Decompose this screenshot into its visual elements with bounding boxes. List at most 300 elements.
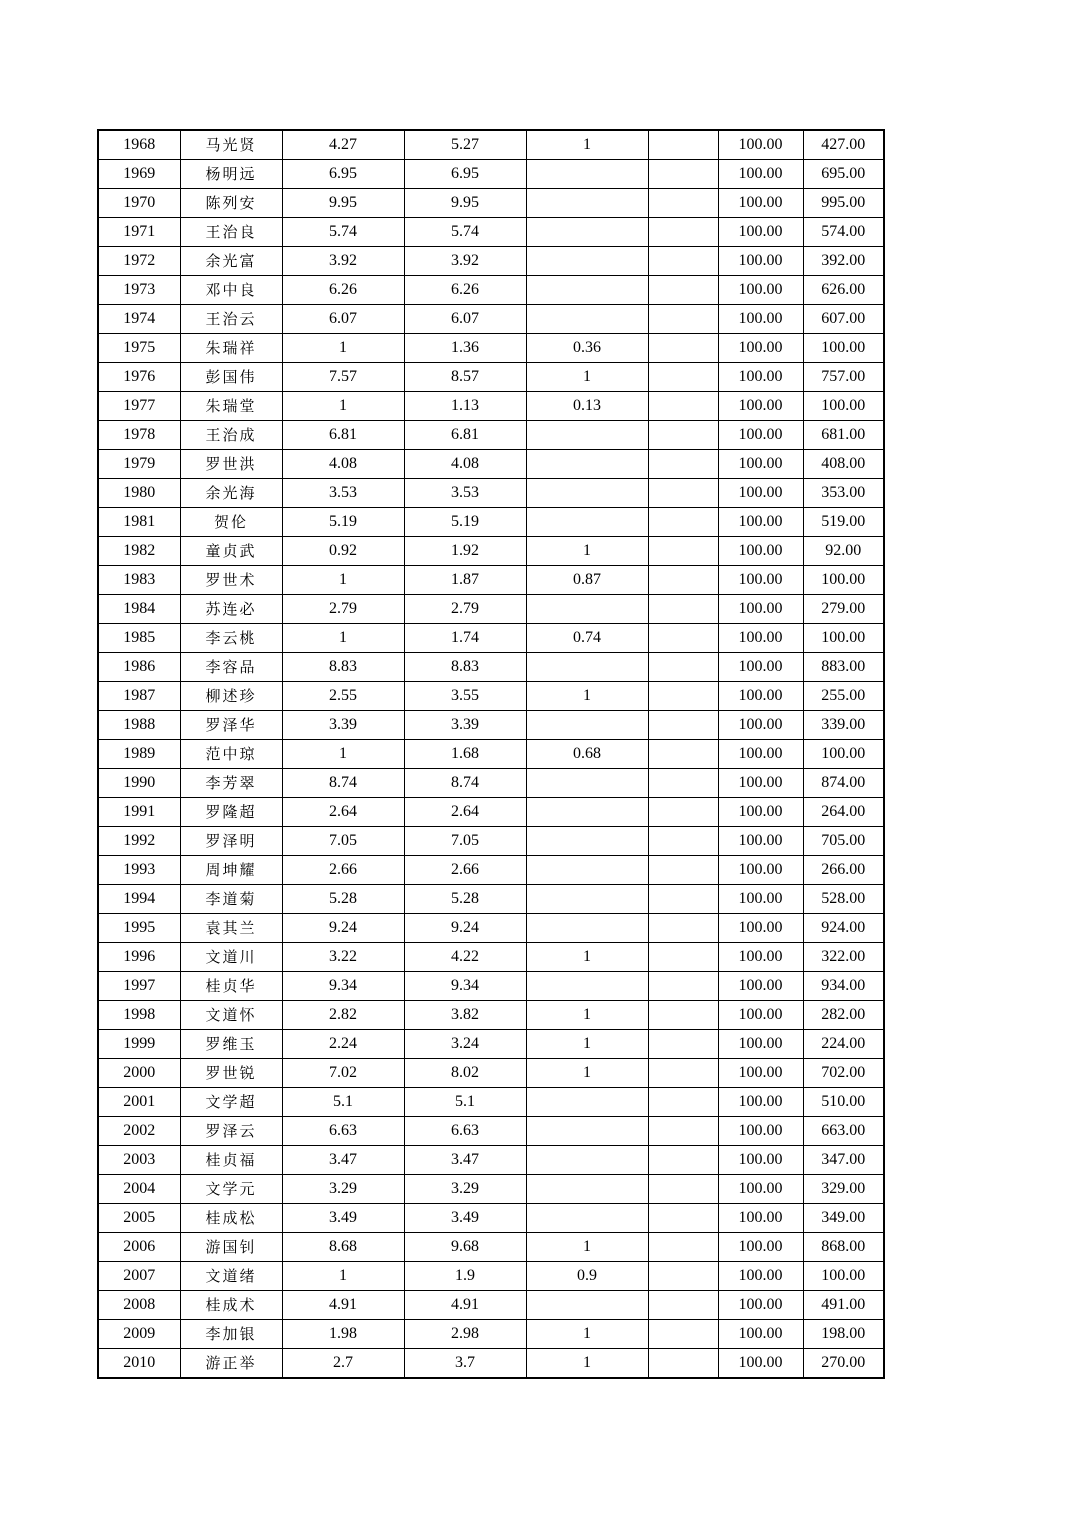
value-cell: 2.66 (282, 856, 404, 885)
id-cell: 1990 (98, 769, 180, 798)
value-cell: 1.98 (282, 1320, 404, 1349)
total-cell: 8.02 (404, 1059, 526, 1088)
total-cell: 2.98 (404, 1320, 526, 1349)
blank-cell (648, 1204, 718, 1233)
name-cell: 桂成松 (180, 1204, 282, 1233)
table-row (98, 1059, 884, 1088)
name-cell: 文学超 (180, 1088, 282, 1117)
blank-cell (648, 450, 718, 479)
id-cell: 1984 (98, 595, 180, 624)
amount-cell: 270.00 (803, 1349, 884, 1379)
amount-cell: 339.00 (803, 711, 884, 740)
table-row (98, 1291, 884, 1320)
diff-cell: 0.87 (526, 566, 648, 595)
id-cell: 1996 (98, 943, 180, 972)
blank-cell (648, 276, 718, 305)
rate-cell: 100.00 (718, 885, 803, 914)
total-cell: 2.66 (404, 856, 526, 885)
blank-cell (648, 334, 718, 363)
diff-cell (526, 1291, 648, 1320)
amount-cell: 255.00 (803, 682, 884, 711)
name-cell: 罗泽云 (180, 1117, 282, 1146)
total-cell: 2.64 (404, 798, 526, 827)
value-cell: 6.95 (282, 160, 404, 189)
id-cell: 1994 (98, 885, 180, 914)
rate-cell: 100.00 (718, 1117, 803, 1146)
name-cell: 文学元 (180, 1175, 282, 1204)
table-row (98, 827, 884, 856)
id-cell: 1971 (98, 218, 180, 247)
blank-cell (648, 1175, 718, 1204)
blank-cell (648, 160, 718, 189)
rate-cell: 100.00 (718, 392, 803, 421)
table-row (98, 247, 884, 276)
value-cell: 3.49 (282, 1204, 404, 1233)
name-cell: 李容品 (180, 653, 282, 682)
rate-cell: 100.00 (718, 1175, 803, 1204)
rate-cell: 100.00 (718, 1088, 803, 1117)
name-cell: 李道菊 (180, 885, 282, 914)
rate-cell: 100.00 (718, 1320, 803, 1349)
table-row (98, 130, 884, 160)
table-row (98, 1262, 884, 1291)
amount-cell: 329.00 (803, 1175, 884, 1204)
diff-cell: 0.36 (526, 334, 648, 363)
blank-cell (648, 1291, 718, 1320)
id-cell: 2004 (98, 1175, 180, 1204)
diff-cell (526, 1204, 648, 1233)
name-cell: 罗隆超 (180, 798, 282, 827)
name-cell: 贺伦 (180, 508, 282, 537)
blank-cell (648, 189, 718, 218)
total-cell: 5.1 (404, 1088, 526, 1117)
rate-cell: 100.00 (718, 1146, 803, 1175)
rate-cell: 100.00 (718, 624, 803, 653)
rate-cell: 100.00 (718, 1001, 803, 1030)
diff-cell (526, 305, 648, 334)
amount-cell: 408.00 (803, 450, 884, 479)
diff-cell: 1 (526, 1233, 648, 1262)
value-cell: 6.63 (282, 1117, 404, 1146)
total-cell: 1.9 (404, 1262, 526, 1291)
blank-cell (648, 624, 718, 653)
id-cell: 2007 (98, 1262, 180, 1291)
value-cell: 6.26 (282, 276, 404, 305)
value-cell: 5.19 (282, 508, 404, 537)
total-cell: 3.47 (404, 1146, 526, 1175)
table-row (98, 1001, 884, 1030)
diff-cell (526, 1088, 648, 1117)
total-cell: 9.68 (404, 1233, 526, 1262)
rate-cell: 100.00 (718, 160, 803, 189)
diff-cell (526, 421, 648, 450)
diff-cell (526, 189, 648, 218)
diff-cell: 1 (526, 363, 648, 392)
blank-cell (648, 537, 718, 566)
value-cell: 5.1 (282, 1088, 404, 1117)
value-cell: 9.24 (282, 914, 404, 943)
table-row (98, 566, 884, 595)
amount-cell: 626.00 (803, 276, 884, 305)
table-row (98, 189, 884, 218)
amount-cell: 353.00 (803, 479, 884, 508)
total-cell: 3.29 (404, 1175, 526, 1204)
total-cell: 3.7 (404, 1349, 526, 1379)
table-row (98, 972, 884, 1001)
id-cell: 2002 (98, 1117, 180, 1146)
rate-cell: 100.00 (718, 856, 803, 885)
id-cell: 1987 (98, 682, 180, 711)
amount-cell: 282.00 (803, 1001, 884, 1030)
table-row (98, 711, 884, 740)
table-row (98, 740, 884, 769)
blank-cell (648, 798, 718, 827)
blank-cell (648, 130, 718, 160)
rate-cell: 100.00 (718, 1291, 803, 1320)
name-cell: 杨明远 (180, 160, 282, 189)
id-cell: 1983 (98, 566, 180, 595)
diff-cell: 1 (526, 1030, 648, 1059)
diff-cell (526, 1175, 648, 1204)
rate-cell: 100.00 (718, 1262, 803, 1291)
name-cell: 李芳翠 (180, 769, 282, 798)
rate-cell: 100.00 (718, 450, 803, 479)
amount-cell: 100.00 (803, 392, 884, 421)
amount-cell: 100.00 (803, 740, 884, 769)
rate-cell: 100.00 (718, 130, 803, 160)
total-cell: 5.74 (404, 218, 526, 247)
diff-cell (526, 276, 648, 305)
total-cell: 9.95 (404, 189, 526, 218)
table-row (98, 160, 884, 189)
blank-cell (648, 856, 718, 885)
diff-cell: 1 (526, 943, 648, 972)
diff-cell: 1 (526, 1320, 648, 1349)
rate-cell: 100.00 (718, 769, 803, 798)
value-cell: 7.57 (282, 363, 404, 392)
diff-cell: 1 (526, 130, 648, 160)
id-cell: 1968 (98, 130, 180, 160)
table-row (98, 1204, 884, 1233)
id-cell: 1986 (98, 653, 180, 682)
id-cell: 1991 (98, 798, 180, 827)
diff-cell: 0.74 (526, 624, 648, 653)
total-cell: 8.57 (404, 363, 526, 392)
blank-cell (648, 508, 718, 537)
diff-cell (526, 508, 648, 537)
table-row (98, 1349, 884, 1379)
blank-cell (648, 595, 718, 624)
id-cell: 1995 (98, 914, 180, 943)
table-row (98, 798, 884, 827)
id-cell: 2001 (98, 1088, 180, 1117)
amount-cell: 264.00 (803, 798, 884, 827)
id-cell: 2008 (98, 1291, 180, 1320)
value-cell: 2.82 (282, 1001, 404, 1030)
diff-cell: 1 (526, 1001, 648, 1030)
id-cell: 1977 (98, 392, 180, 421)
name-cell: 周坤耀 (180, 856, 282, 885)
blank-cell (648, 1320, 718, 1349)
diff-cell (526, 247, 648, 276)
value-cell: 0.92 (282, 537, 404, 566)
value-cell: 1 (282, 624, 404, 653)
id-cell: 1970 (98, 189, 180, 218)
rate-cell: 100.00 (718, 334, 803, 363)
blank-cell (648, 566, 718, 595)
diff-cell (526, 160, 648, 189)
amount-cell: 510.00 (803, 1088, 884, 1117)
total-cell: 6.07 (404, 305, 526, 334)
diff-cell (526, 1117, 648, 1146)
name-cell: 李加银 (180, 1320, 282, 1349)
rate-cell: 100.00 (718, 972, 803, 1001)
table-row (98, 1030, 884, 1059)
name-cell: 文道怀 (180, 1001, 282, 1030)
total-cell: 3.92 (404, 247, 526, 276)
table-row (98, 363, 884, 392)
table-row (98, 1233, 884, 1262)
amount-cell: 279.00 (803, 595, 884, 624)
name-cell: 彭国伟 (180, 363, 282, 392)
diff-cell (526, 479, 648, 508)
value-cell: 2.7 (282, 1349, 404, 1379)
rate-cell: 100.00 (718, 363, 803, 392)
total-cell: 1.87 (404, 566, 526, 595)
table-row (98, 682, 884, 711)
total-cell: 1.36 (404, 334, 526, 363)
amount-cell: 349.00 (803, 1204, 884, 1233)
total-cell: 7.05 (404, 827, 526, 856)
total-cell: 9.34 (404, 972, 526, 1001)
total-cell: 5.27 (404, 130, 526, 160)
table-row (98, 1175, 884, 1204)
value-cell: 3.53 (282, 479, 404, 508)
blank-cell (648, 479, 718, 508)
value-cell: 7.05 (282, 827, 404, 856)
total-cell: 3.82 (404, 1001, 526, 1030)
table-row (98, 305, 884, 334)
value-cell: 1 (282, 334, 404, 363)
amount-cell: 100.00 (803, 566, 884, 595)
amount-cell: 757.00 (803, 363, 884, 392)
blank-cell (648, 1349, 718, 1379)
table-row (98, 508, 884, 537)
name-cell: 王治良 (180, 218, 282, 247)
blank-cell (648, 682, 718, 711)
blank-cell (648, 827, 718, 856)
amount-cell: 491.00 (803, 1291, 884, 1320)
amount-cell: 868.00 (803, 1233, 884, 1262)
name-cell: 罗世洪 (180, 450, 282, 479)
rate-cell: 100.00 (718, 1349, 803, 1379)
diff-cell (526, 972, 648, 1001)
table-row (98, 769, 884, 798)
id-cell: 1975 (98, 334, 180, 363)
amount-cell: 995.00 (803, 189, 884, 218)
diff-cell (526, 827, 648, 856)
rate-cell: 100.00 (718, 247, 803, 276)
name-cell: 范中琼 (180, 740, 282, 769)
rate-cell: 100.00 (718, 189, 803, 218)
blank-cell (648, 1146, 718, 1175)
table-row (98, 595, 884, 624)
diff-cell (526, 769, 648, 798)
total-cell: 3.24 (404, 1030, 526, 1059)
rate-cell: 100.00 (718, 508, 803, 537)
id-cell: 1993 (98, 856, 180, 885)
value-cell: 3.29 (282, 1175, 404, 1204)
value-cell: 1 (282, 740, 404, 769)
table-row (98, 479, 884, 508)
table-row (98, 218, 884, 247)
total-cell: 6.63 (404, 1117, 526, 1146)
id-cell: 1979 (98, 450, 180, 479)
total-cell: 4.08 (404, 450, 526, 479)
name-cell: 王治云 (180, 305, 282, 334)
blank-cell (648, 972, 718, 1001)
amount-cell: 322.00 (803, 943, 884, 972)
id-cell: 1978 (98, 421, 180, 450)
diff-cell (526, 798, 648, 827)
name-cell: 罗世术 (180, 566, 282, 595)
diff-cell (526, 595, 648, 624)
diff-cell (526, 914, 648, 943)
table-body (98, 130, 884, 1378)
rate-cell: 100.00 (718, 740, 803, 769)
amount-cell: 519.00 (803, 508, 884, 537)
blank-cell (648, 392, 718, 421)
rate-cell: 100.00 (718, 479, 803, 508)
name-cell: 朱瑞祥 (180, 334, 282, 363)
id-cell: 1992 (98, 827, 180, 856)
table-row (98, 450, 884, 479)
diff-cell (526, 218, 648, 247)
table-row (98, 943, 884, 972)
rate-cell: 100.00 (718, 653, 803, 682)
value-cell: 2.55 (282, 682, 404, 711)
blank-cell (648, 218, 718, 247)
rate-cell: 100.00 (718, 276, 803, 305)
blank-cell (648, 421, 718, 450)
id-cell: 1989 (98, 740, 180, 769)
table-row (98, 1088, 884, 1117)
diff-cell: 1 (526, 1349, 648, 1379)
blank-cell (648, 711, 718, 740)
rate-cell: 100.00 (718, 914, 803, 943)
diff-cell (526, 450, 648, 479)
blank-cell (648, 1059, 718, 1088)
diff-cell (526, 856, 648, 885)
rate-cell: 100.00 (718, 1030, 803, 1059)
amount-cell: 934.00 (803, 972, 884, 1001)
total-cell: 2.79 (404, 595, 526, 624)
rate-cell: 100.00 (718, 798, 803, 827)
value-cell: 5.28 (282, 885, 404, 914)
name-cell: 苏连必 (180, 595, 282, 624)
diff-cell (526, 1146, 648, 1175)
amount-cell: 392.00 (803, 247, 884, 276)
amount-cell: 427.00 (803, 130, 884, 160)
id-cell: 1997 (98, 972, 180, 1001)
name-cell: 余光海 (180, 479, 282, 508)
blank-cell (648, 1001, 718, 1030)
name-cell: 邓中良 (180, 276, 282, 305)
id-cell: 2005 (98, 1204, 180, 1233)
rate-cell: 100.00 (718, 1204, 803, 1233)
blank-cell (648, 1117, 718, 1146)
total-cell: 3.53 (404, 479, 526, 508)
total-cell: 3.49 (404, 1204, 526, 1233)
rate-cell: 100.00 (718, 537, 803, 566)
value-cell: 7.02 (282, 1059, 404, 1088)
value-cell: 4.91 (282, 1291, 404, 1320)
blank-cell (648, 740, 718, 769)
table-row (98, 392, 884, 421)
name-cell: 李云桃 (180, 624, 282, 653)
rate-cell: 100.00 (718, 943, 803, 972)
value-cell: 1 (282, 566, 404, 595)
total-cell: 8.74 (404, 769, 526, 798)
amount-cell: 663.00 (803, 1117, 884, 1146)
amount-cell: 607.00 (803, 305, 884, 334)
total-cell: 3.55 (404, 682, 526, 711)
id-cell: 1999 (98, 1030, 180, 1059)
id-cell: 1982 (98, 537, 180, 566)
name-cell: 游正举 (180, 1349, 282, 1379)
id-cell: 1981 (98, 508, 180, 537)
id-cell: 2010 (98, 1349, 180, 1379)
diff-cell (526, 653, 648, 682)
amount-cell: 705.00 (803, 827, 884, 856)
rate-cell: 100.00 (718, 218, 803, 247)
value-cell: 6.07 (282, 305, 404, 334)
name-cell: 桂成术 (180, 1291, 282, 1320)
rate-cell: 100.00 (718, 1059, 803, 1088)
value-cell: 9.95 (282, 189, 404, 218)
name-cell: 游国钊 (180, 1233, 282, 1262)
id-cell: 1988 (98, 711, 180, 740)
id-cell: 2000 (98, 1059, 180, 1088)
rate-cell: 100.00 (718, 421, 803, 450)
diff-cell (526, 885, 648, 914)
blank-cell (648, 305, 718, 334)
diff-cell (526, 711, 648, 740)
value-cell: 4.27 (282, 130, 404, 160)
value-cell: 9.34 (282, 972, 404, 1001)
table-row (98, 334, 884, 363)
id-cell: 1972 (98, 247, 180, 276)
total-cell: 5.19 (404, 508, 526, 537)
diff-cell: 1 (526, 682, 648, 711)
total-cell: 4.91 (404, 1291, 526, 1320)
total-cell: 5.28 (404, 885, 526, 914)
blank-cell (648, 1088, 718, 1117)
value-cell: 1 (282, 392, 404, 421)
table-row (98, 1320, 884, 1349)
table-row (98, 653, 884, 682)
total-cell: 3.39 (404, 711, 526, 740)
name-cell: 柳述珍 (180, 682, 282, 711)
diff-cell: 1 (526, 537, 648, 566)
blank-cell (648, 363, 718, 392)
amount-cell: 266.00 (803, 856, 884, 885)
value-cell: 2.64 (282, 798, 404, 827)
rate-cell: 100.00 (718, 305, 803, 334)
name-cell: 罗泽明 (180, 827, 282, 856)
blank-cell (648, 1030, 718, 1059)
amount-cell: 100.00 (803, 334, 884, 363)
